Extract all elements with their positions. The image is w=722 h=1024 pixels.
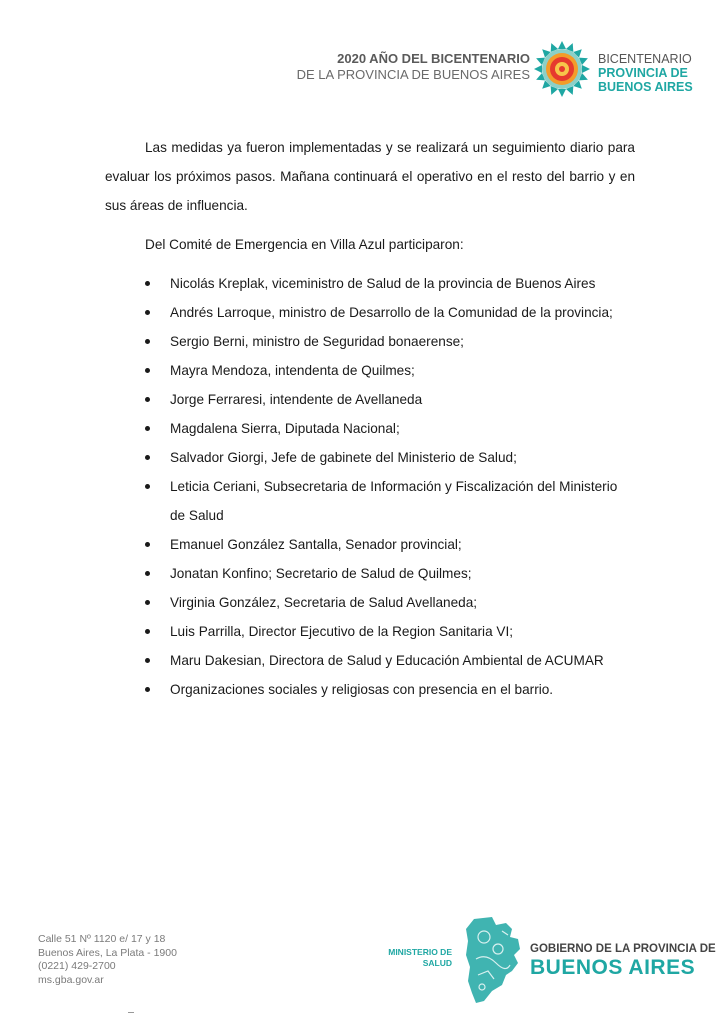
list-item-text: Luis Parrilla, Director Ejecutivo de la Region Sanitaria VI;	[170, 624, 514, 639]
ministry-line-2: SALUD	[422, 958, 452, 968]
participants-list	[105, 269, 635, 704]
list-item	[105, 298, 635, 327]
bullet-icon	[145, 629, 150, 634]
list-item-text: Jorge Ferraresi, intendente de Avellaneda	[170, 392, 423, 407]
list-item-text: Salvador Giorgi, Jefe de gabinete del Ministerio de Salud;	[170, 450, 517, 465]
bullet-icon	[145, 455, 150, 460]
list-item	[105, 385, 635, 414]
province-map-icon	[462, 915, 524, 1005]
gov-line-1: GOBIERNO DE LA PROVINCIA DE	[530, 943, 716, 955]
list-item	[105, 530, 635, 559]
list-item	[105, 269, 635, 298]
bullet-icon	[145, 310, 150, 315]
bullet-icon	[145, 281, 150, 286]
list-item	[105, 559, 635, 588]
list-item-text: Sergio Berni, ministro de Seguridad bonaerense;	[170, 334, 464, 349]
document-body	[105, 133, 635, 704]
participants-intro: Del Comité de Emergencia en Villa Azul participaron:	[145, 237, 464, 252]
bullet-icon	[145, 368, 150, 373]
bullet-icon	[145, 426, 150, 431]
list-item	[105, 472, 635, 530]
list-item-text: Emanuel González Santalla, Senador provincial;	[170, 537, 462, 552]
page-mark	[128, 1012, 134, 1013]
list-item-text: Nicolás Kreplak, viceministro de Salud de la provincia de Buenos Aires	[170, 276, 596, 291]
gov-line-2: BUENOS AIRES	[530, 956, 696, 979]
logotype-line-1: BICENTENARIO	[598, 52, 692, 66]
address-street: Calle 51 Nº 1120 e/ 17 y 18	[38, 933, 166, 945]
bullet-icon	[145, 687, 150, 692]
bullet-icon	[145, 397, 150, 402]
list-item-text: Maru Dakesian, Directora de Salud y Educación Ambiental de ACUMAR	[170, 653, 604, 668]
list-item-text: Organizaciones sociales y religiosas con presencia en el barrio.	[170, 682, 554, 697]
list-item	[105, 617, 635, 646]
list-item	[105, 646, 635, 675]
address-website: ms.gba.gov.ar	[38, 973, 104, 986]
list-item	[105, 588, 635, 617]
year-line: 2020 AÑO DEL BICENTENARIO	[337, 51, 530, 66]
province-line: DE LA PROVINCIA DE BUENOS AIRES	[296, 67, 530, 82]
list-item-text: Leticia Ceriani, Subsecretaria de Información y Fiscalización del Ministerio de Salud	[170, 479, 618, 523]
bicentennial-title	[297, 51, 530, 83]
bicentennial-logotype	[598, 52, 693, 94]
list-item	[105, 356, 635, 385]
page-header	[0, 0, 722, 120]
list-item-text: Virginia González, Secretaria de Salud Avellaneda;	[170, 595, 478, 610]
list-item-text: Andrés Larroque, ministro de Desarrollo de la Comunidad de la provincia;	[170, 305, 613, 320]
government-logotype	[530, 942, 716, 980]
bullet-icon	[145, 339, 150, 344]
bicentennial-seal-icon	[533, 40, 591, 98]
list-item	[105, 414, 635, 443]
address-city: Buenos Aires, La Plata - 1900	[38, 946, 177, 959]
ministry-logo	[380, 947, 452, 969]
page-footer	[0, 910, 722, 1020]
bullet-icon	[145, 484, 150, 489]
bullet-icon	[145, 542, 150, 547]
list-item-text: Mayra Mendoza, intendenta de Quilmes;	[170, 363, 415, 378]
logotype-line-3: BUENOS AIRES	[598, 80, 693, 94]
list-item	[105, 327, 635, 356]
list-item-text: Magdalena Sierra, Diputada Nacional;	[170, 421, 400, 436]
list-item	[105, 675, 635, 704]
ministry-line-1: MINISTERIO DE	[388, 947, 452, 957]
address-block	[38, 933, 177, 987]
bullet-icon	[145, 571, 150, 576]
list-item-text: Jonatan Konfino; Secretario de Salud de Quilmes;	[170, 566, 472, 581]
address-phone: (0221) 429-2700	[38, 960, 116, 972]
paragraph-measures: Las medidas ya fueron implementadas y se realizará un seguimiento diario para evaluar los próximos pasos. Mañana continuará el operativo en el resto del barrio y en sus áreas de influencia.	[105, 140, 635, 213]
logotype-line-2: PROVINCIA DE	[598, 66, 688, 80]
bullet-icon	[145, 600, 150, 605]
list-item	[105, 443, 635, 472]
bullet-icon	[145, 658, 150, 663]
